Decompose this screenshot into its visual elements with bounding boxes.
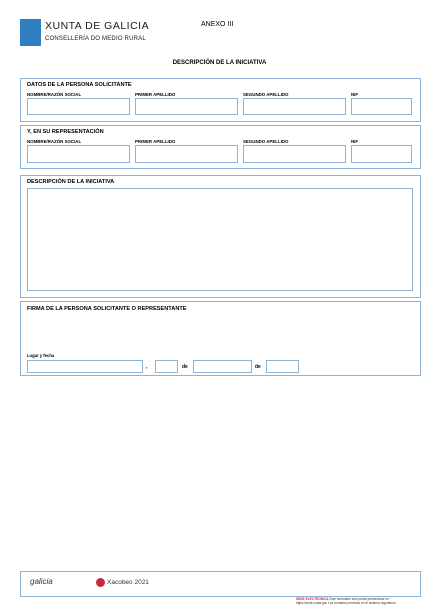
applicant-first-surname-label: PRIMER APELLIDO (135, 92, 176, 97)
representative-section (20, 125, 421, 169)
signature-title: FIRMA DE LA PERSONA SOLICITANTE O REPRESENTANTE (27, 306, 187, 312)
sede-highlight: SEDE ELECTRÓNICA (296, 597, 329, 601)
applicant-section (20, 78, 421, 122)
brand-title: XUNTA DE GALICIA (45, 20, 150, 32)
applicant-title: DATOS DE LA PERSONA SOLICITANTE (27, 82, 132, 88)
applicant-second-surname-label: SEGUNDO APELLIDO (243, 92, 289, 97)
applicant-nif-label: NIF (351, 92, 359, 97)
de-label-1: de (182, 364, 188, 370)
signature-section (20, 301, 421, 376)
sede-text: Este formulario sólo podrá presentarse en https://sede.xunta.gal. Los formatos previstos en el sistema regulatorio (296, 597, 396, 605)
description-title: DESCRIPCIÓN DE LA INICIATIVA (27, 179, 115, 185)
applicant-name-field[interactable] (27, 98, 130, 115)
day-field[interactable] (155, 360, 178, 373)
description-textarea[interactable] (27, 188, 413, 291)
year-field[interactable] (266, 360, 299, 373)
sede-note (296, 597, 419, 605)
annex-label: ANEXO III (201, 21, 234, 28)
applicant-nif-field[interactable] (351, 98, 412, 115)
rep-name-label: NOMBRE/RAZÓN SOCIAL (27, 139, 82, 144)
representative-title: Y, EN SU REPRESENTACIÓN (27, 129, 104, 135)
rep-first-surname-field[interactable] (135, 145, 238, 163)
rep-second-surname-field[interactable] (243, 145, 346, 163)
applicant-second-surname-field[interactable] (243, 98, 346, 115)
rep-name-field[interactable] (27, 145, 130, 163)
document-title: DESCRIPCIÓN DE LA INICIATIVA (172, 60, 267, 66)
galicia-logo: galicia (30, 577, 53, 586)
rep-first-surname-label: PRIMER APELLIDO (135, 139, 176, 144)
de-label-2: de (255, 364, 261, 370)
xunta-logo-icon (20, 19, 41, 46)
xacobeo-logo: Xacobeo 2021 (107, 579, 149, 586)
description-section (20, 175, 421, 298)
applicant-first-surname-field[interactable] (135, 98, 238, 115)
rep-nif-label: NIF (351, 139, 359, 144)
place-field[interactable] (27, 360, 143, 373)
rep-nif-field[interactable] (351, 145, 412, 163)
rep-second-surname-label: SEGUNDO APELLIDO (243, 139, 289, 144)
department-name: CONSELLERÍA DO MEDIO RURAL (45, 36, 146, 42)
comma-separator: , (146, 364, 148, 370)
xacobeo-icon (96, 578, 105, 587)
place-date-label: Lugar y fecha (27, 353, 55, 358)
footer-box (20, 571, 421, 597)
month-field[interactable] (193, 360, 252, 373)
applicant-name-label: NOMBRE/RAZÓN SOCIAL (27, 92, 82, 97)
